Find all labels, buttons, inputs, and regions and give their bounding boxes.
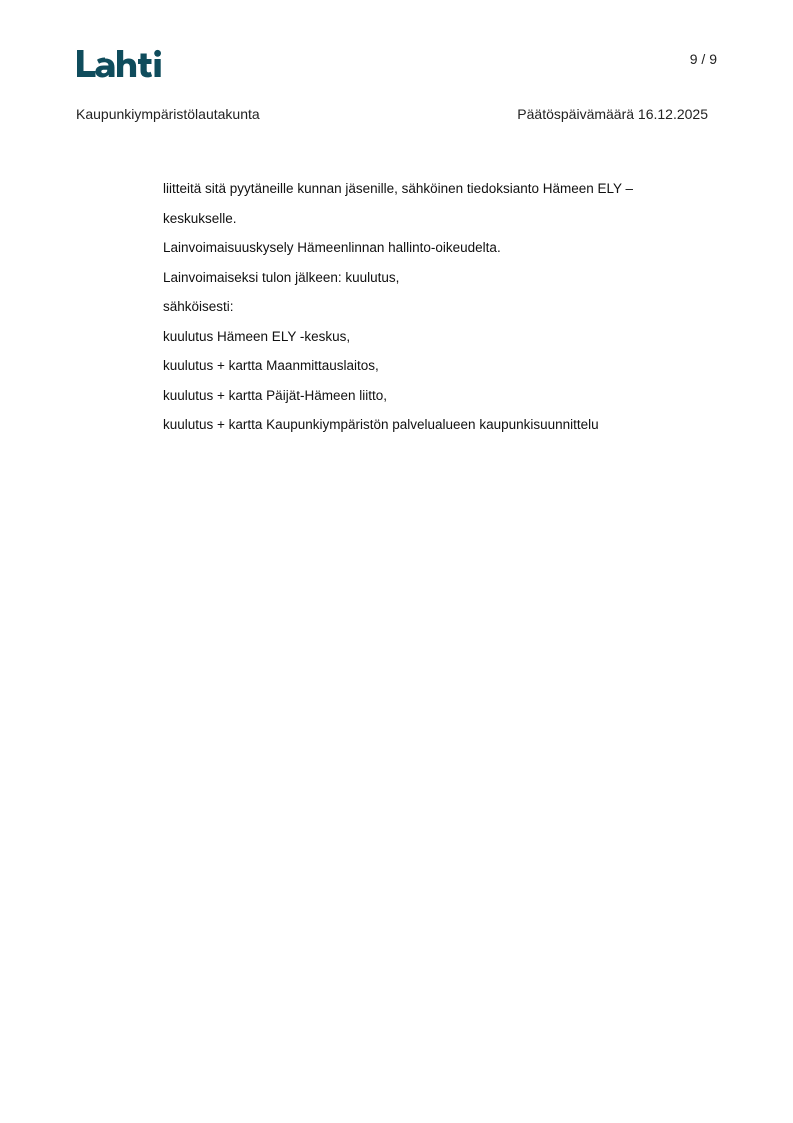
document-body: [163, 179, 703, 445]
body-line: liitteitä sitä pyytäneille kunnan jäsenille, sähköinen tiedoksianto Hämeen ELY –: [163, 181, 634, 196]
body-line: Lainvoimaiseksi tulon jälkeen: kuulutus,: [163, 269, 400, 285]
decision-date: Päätöspäivämäärä 16.12.2025: [517, 106, 708, 122]
lahti-logo: [75, 46, 167, 82]
body-line: keskukselle.: [163, 210, 237, 226]
body-line: sähköisesti:: [163, 299, 234, 314]
body-line: kuulutus + kartta Päijät-Hämeen liitto,: [163, 387, 387, 403]
body-line: kuulutus + kartta Maanmittauslaitos,: [163, 358, 379, 373]
document-header: [76, 106, 708, 126]
body-line: kuulutus + kartta Kaupunkiympäristön palvelualueen kaupunkisuunnittelu: [163, 417, 599, 432]
page-number: 9 / 9: [689, 51, 717, 67]
committee-name: Kaupunkiympäristölautakunta: [76, 106, 260, 122]
body-line: kuulutus Hämeen ELY -keskus,: [163, 328, 351, 344]
body-line: Lainvoimaisuuskysely Hämeenlinnan hallinto-oikeudelta.: [163, 240, 501, 255]
